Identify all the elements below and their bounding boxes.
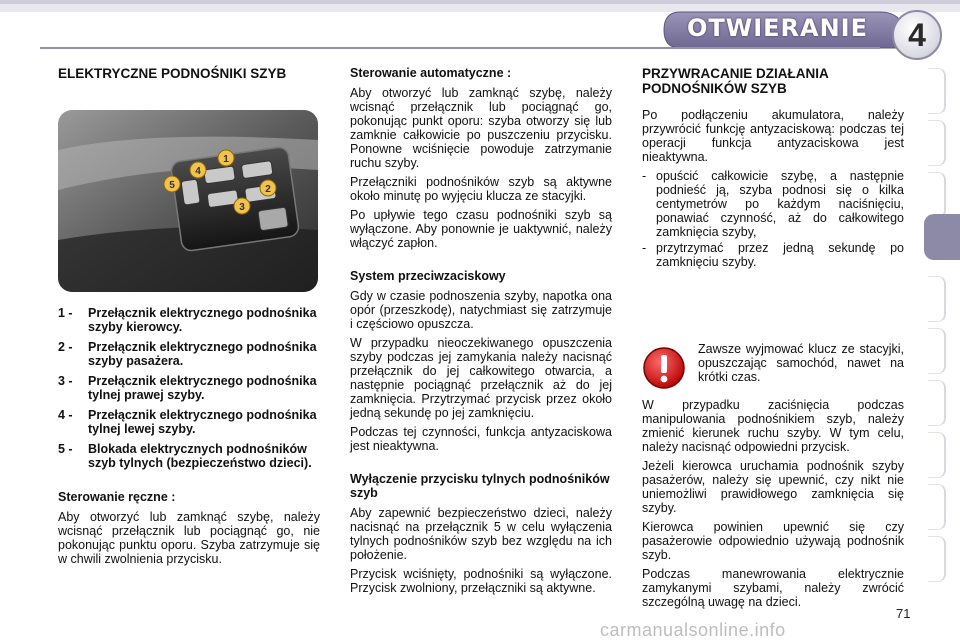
safety-paragraph-2: Jeżeli kierowca uruchamia podnośnik szyby pasażerów, należy się upewnić, czy nikt nie uniemożliwi prawidłowego zamknięcia się szyby. <box>642 459 904 515</box>
warning-text: Zawsze wyjmować klucz ze stacyjki, opuszczając samochód, nawet na krótki czas. <box>698 342 904 384</box>
list-marker: - <box>642 241 647 255</box>
switch-legend <box>58 306 323 476</box>
section-reinitialisation <box>642 66 904 274</box>
safety-paragraph-3: Kierowca powinien upewnić się czy pasażerowie odpowiednio używają podnośnik szyb. <box>642 520 904 562</box>
chapter-tab-1[interactable] <box>928 68 946 114</box>
chapter-tab-7[interactable] <box>928 380 946 426</box>
legend-item <box>58 340 323 368</box>
rear-lock-title: Wyłączenie przycisku tylnych podnośników szyb <box>350 472 610 500</box>
legend-text: Przełącznik elektrycznego podnośnika szyby kierowcy. <box>88 306 317 334</box>
chapter-tab-10[interactable] <box>928 536 946 582</box>
chapter-tab-2[interactable] <box>928 120 946 166</box>
manual-control-block <box>58 490 320 571</box>
legend-text: Przełącznik elektrycznego podnośnika tylnej lewej szyby. <box>88 408 317 436</box>
callout-1: 1 <box>223 154 229 165</box>
chapter-tab-3[interactable] <box>928 172 946 218</box>
list-item-text: opuścić całkowicie szybę, a następnie podnieść ją, szyba podnosi się o kilka centymetrów po każdym naciśnięciu, ponawiać czynność, aż do całkowitego zamknięcia szyby, <box>656 169 904 239</box>
safety-paragraph-1: W przypadku zaciśnięcia podczas manipulowania podnośnikiem szyb, należy zmienić kierunek ruchu szyby. W tym celu, należy nacisnąć odpowiedni przycisk. <box>642 398 904 454</box>
list-item <box>642 241 904 269</box>
callout-4: 4 <box>195 166 201 177</box>
section-automatic-control <box>350 66 612 600</box>
chapter-tab-9[interactable] <box>928 484 946 530</box>
reinit-paragraph-1: Po podłączeniu akumulatora, należy przywrócić funkcję antyzaciskową: podczas tej operacji funkcja antyzaciskowa jest nieaktywna. <box>642 108 904 164</box>
page-number: 71 <box>896 606 911 621</box>
callout-5: 5 <box>169 180 175 191</box>
list-item <box>642 169 904 239</box>
anti-pinch-paragraph-2: W przypadku nieoczekiwanego opuszczenia szyby podczas jej zamykania należy nacisnąć przełącznik do jej całkowitego otwarcia, a następnie pociągnąć przełącznik aż do jej zamknięcia. Przytrzymać przycisk przez około jedną sekundę po jej zamknięciu. <box>350 336 612 420</box>
chapter-tab-5[interactable] <box>928 276 946 322</box>
rear-lock-paragraph-1: Aby zapewnić bezpieczeństwo dzieci, należy nacisnąć na przełącznik 5 w celu wyłączenia tylnych podnośników szyb bez względu na ich położenie. <box>350 506 612 562</box>
chapter-number-badge: 4 <box>892 10 942 60</box>
reinit-steps-list <box>642 169 904 269</box>
chapter-tab-8[interactable] <box>928 432 946 478</box>
legend-text: Przełącznik elektrycznego podnośnika tylnej prawej szyby. <box>88 374 317 402</box>
anti-pinch-paragraph-1: Gdy w czasie podnoszenia szyby, napotka ona opór (przeszkodę), natychmiast się zatrzymuje i częściowo opuszcza. <box>350 289 612 331</box>
callout-2: 2 <box>265 184 271 195</box>
anti-pinch-paragraph-3: Podczas tej czynności, funkcja antyzaciskowa jest nieaktywna. <box>350 425 612 453</box>
legend-number: 3 - <box>58 374 73 388</box>
manual-control-title: Sterowanie ręczne : <box>58 490 176 504</box>
chapter-tabs <box>928 68 946 628</box>
safety-paragraph-4: Podczas manewrowania elektrycznie zamykanymi szybami, należy zwrócić szczególną uwagę na dzieci. <box>642 567 904 609</box>
list-marker: - <box>642 169 647 183</box>
warning-icon <box>642 346 686 390</box>
legend-text: Blokada elektrycznych podnośników szyb tylnych (bezpieczeństwo dzieci). <box>88 442 312 470</box>
section-title-reinitialisation: PRZYWRACANIE DZIAŁANIA PODNOŚNIKÓW SZYB <box>642 66 829 96</box>
anti-pinch-title: System przeciwzaciskowy <box>350 269 506 283</box>
warning-box <box>698 342 904 389</box>
legend-number: 1 - <box>58 306 73 320</box>
callout-3: 3 <box>239 202 245 213</box>
legend-text: Przełącznik elektrycznego podnośnika szyby pasażera. <box>88 340 317 368</box>
door-panel-illustration <box>58 110 318 292</box>
chapter-tab-4-active[interactable] <box>924 214 960 260</box>
legend-item <box>58 442 323 470</box>
auto-control-title: Sterowanie automatyczne : <box>350 66 512 80</box>
auto-control-paragraph-1: Aby otworzyć lub zamknąć szybę, należy wcisnąć przełącznik lub pociągnąć go, pokonując punkt oporu: szyba otworzy się lub zamknie całkowicie po puszczeniu przycisku. Ponowne wciśnięcie powoduje zatrzymanie ruchu szyby. <box>350 86 612 170</box>
legend-item <box>58 374 323 402</box>
list-item-text: przytrzymać przez jedną sekundę po zamknięciu szyby. <box>656 241 904 269</box>
door-switch-photo <box>58 110 318 292</box>
watermark-text: carmanualsonline.info <box>600 620 786 640</box>
legend-item <box>58 306 323 334</box>
auto-control-paragraph-3: Po upływie tego czasu podnośniki szyb są wyłączone. Aby ponownie je uaktywnić, należy włączyć zapłon. <box>350 208 612 250</box>
manual-control-text: Aby otworzyć lub zamknąć szybę, należy wcisnąć przełącznik lub pociągnąć go, nie pokonując punktu oporu. Szyba zatrzymuje się w chwili zwolnienia przycisku. <box>58 510 320 566</box>
chapter-tab-6[interactable] <box>928 328 946 374</box>
rear-lock-paragraph-2: Przycisk wciśnięty, podnośniki są wyłączone. Przycisk zwolniony, przełączniki są aktywne. <box>350 567 612 595</box>
legend-number: 5 - <box>58 442 73 456</box>
chapter-title: OTWIERANIE <box>686 14 868 42</box>
section-title-window-lifts: ELEKTRYCZNE PODNOŚNIKI SZYB <box>58 66 287 81</box>
legend-number: 2 - <box>58 340 73 354</box>
safety-notes <box>642 398 904 614</box>
section-window-lifts <box>58 66 320 81</box>
auto-control-paragraph-2: Przełączniki podnośników szyb są aktywne około minutę po wyjęciu klucza ze stacyjki. <box>350 175 612 203</box>
legend-number: 4 - <box>58 408 73 422</box>
legend-item <box>58 408 323 436</box>
